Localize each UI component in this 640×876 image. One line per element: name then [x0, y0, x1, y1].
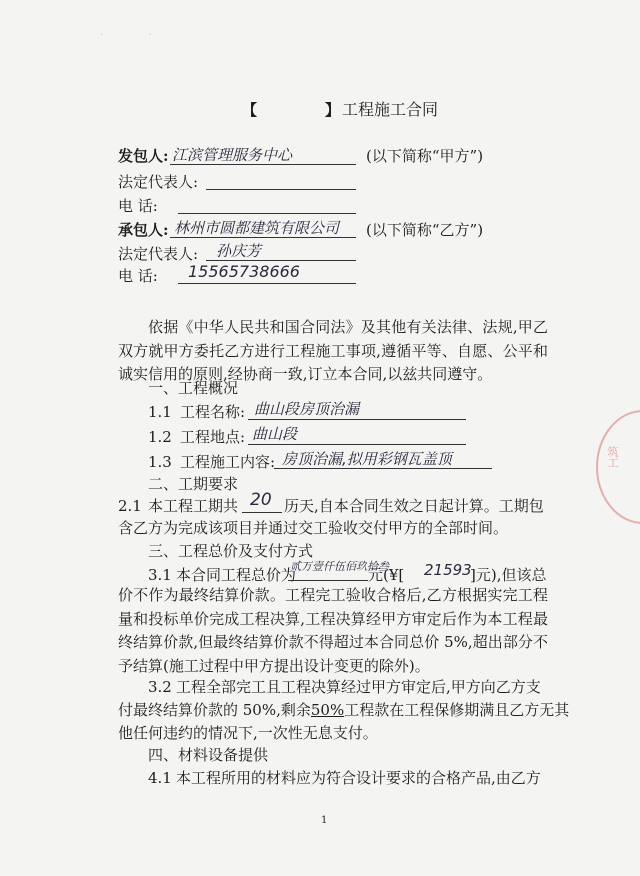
item-1-1-label: 工程名称:	[180, 403, 246, 421]
item-1-1-number: 1.1	[148, 403, 172, 421]
item-2-1-line2: 含乙方为完成该项目并通过交工验收交付甲方的全部时间。	[118, 519, 509, 537]
item-1-1-value: 曲山段房顶治漏	[254, 400, 360, 418]
employer-label: 发包人:	[118, 147, 169, 165]
item-2-1-days: 20	[250, 490, 272, 510]
item-1-2-value: 曲山段	[252, 425, 298, 443]
item-2-1-days-underline	[242, 512, 282, 513]
item-3-1-rest: 价不作为最终结算价款。工程完工验收合格后,乙方根据实完工程量和投标单价完成工程决算,工程决算经甲方审定后作为本工程最终结算价款,但最终结算价款不得超过本合同总价 5%,超出部分不予结算(施工过程中甲方提出设计变更的除外)。	[118, 586, 548, 675]
section4-heading: 四、材料设备提供	[148, 746, 269, 764]
item-3-1-amount-words: 贰万壹仟伍佰玖拾叁	[290, 560, 389, 573]
item-3-1-amount-underline	[288, 580, 368, 581]
page-number: 1	[321, 815, 328, 826]
item-1-3-value: 房顶治漏,拟用彩钢瓦盖顶	[282, 450, 452, 468]
contractor-value: 林州市圆都建筑有限公司	[174, 219, 340, 237]
item-2-1-pre: 本工程工期共	[148, 497, 239, 515]
contractor-phone-label: 电 话:	[118, 267, 158, 285]
item-3-1-pre: 本合同工程总价为	[176, 566, 297, 584]
item-2-1-post: 历天,自本合同生效之日起计算。工期包	[284, 497, 544, 515]
item-3-2-line1: 工程全部完工且工程决算经过甲方审定后,甲方向乙方支	[176, 678, 541, 696]
item-1-2-number: 1.2	[148, 428, 172, 446]
item-3-2-number: 3.2	[148, 678, 172, 696]
item-1-3-number: 1.3	[148, 453, 172, 471]
scan-artifact: . .	[100, 28, 152, 38]
contractor-rep-label: 法定代表人:	[118, 245, 199, 263]
contractor-underline	[170, 237, 356, 238]
item-2-1-number: 2.1	[118, 497, 142, 515]
employer-value: 江滨管理服务中心	[172, 146, 293, 164]
employer-rep-label: 法定代表人:	[118, 173, 199, 191]
item-1-3-underline	[274, 468, 492, 469]
item-4-1-text: 本工程所用的材料应为符合设计要求的合格产品,由乙方	[176, 769, 541, 787]
item-1-2-underline	[248, 444, 466, 445]
item-1-2-label: 工程地点:	[180, 428, 246, 446]
title-bracket-right: 】	[325, 101, 341, 119]
item-3-2-line2	[118, 700, 569, 720]
title-bracket-left: 【	[242, 101, 258, 119]
contractor-phone-underline	[178, 283, 356, 284]
item-1-1-underline	[248, 419, 466, 420]
contractor-phone-value: 15565738666	[188, 262, 300, 281]
contractor-rep-underline	[206, 260, 356, 261]
item-3-1-unit: 元(¥[	[368, 566, 405, 584]
employer-note: (以下简称“甲方”)	[366, 147, 484, 165]
item-3-2-line2b: 50%	[310, 701, 345, 719]
item-3-1-amount: 21593	[424, 561, 472, 579]
seal-stamp: 筑工	[596, 410, 640, 524]
item-3-1-after: ]元),但该总	[470, 566, 547, 584]
employer-phone-underline	[178, 213, 356, 214]
page-title: 工程施工合同	[342, 100, 439, 119]
section2-heading: 二、工期要求	[148, 475, 239, 493]
section1-heading: 一、工程概况	[148, 379, 239, 397]
item-3-1-number: 3.1	[148, 566, 172, 584]
contractor-note: (以下简称“乙方”)	[366, 221, 484, 239]
employer-rep-underline	[206, 189, 356, 190]
intro-paragraph: 依据《中华人民共和国合同法》及其他有关法律、法规,甲乙双方就甲方委托乙方进行工程施工事项,遵循平等、自愿、公平和诚实信用的原则,经协商一致,订立本合同,以兹共同遵守。	[118, 318, 548, 383]
contractor-label: 承包人:	[118, 221, 169, 239]
item-1-3-label: 工程施工内容:	[180, 453, 276, 471]
employer-underline	[170, 164, 356, 165]
item-4-1-number: 4.1	[148, 769, 172, 787]
item-3-2-line2a: 付最终结算价款的 50%,剩余	[118, 701, 311, 719]
contractor-rep-value: 孙庆芳	[216, 242, 262, 260]
section3-heading: 三、工程总价及支付方式	[148, 542, 314, 560]
item-3-2-line2c: 工程款在工程保修期满且乙方无其	[344, 701, 570, 719]
employer-phone-label: 电 话:	[118, 197, 158, 215]
item-3-2-line3: 他任何违约的情况下,一次性无息支付。	[118, 724, 378, 742]
